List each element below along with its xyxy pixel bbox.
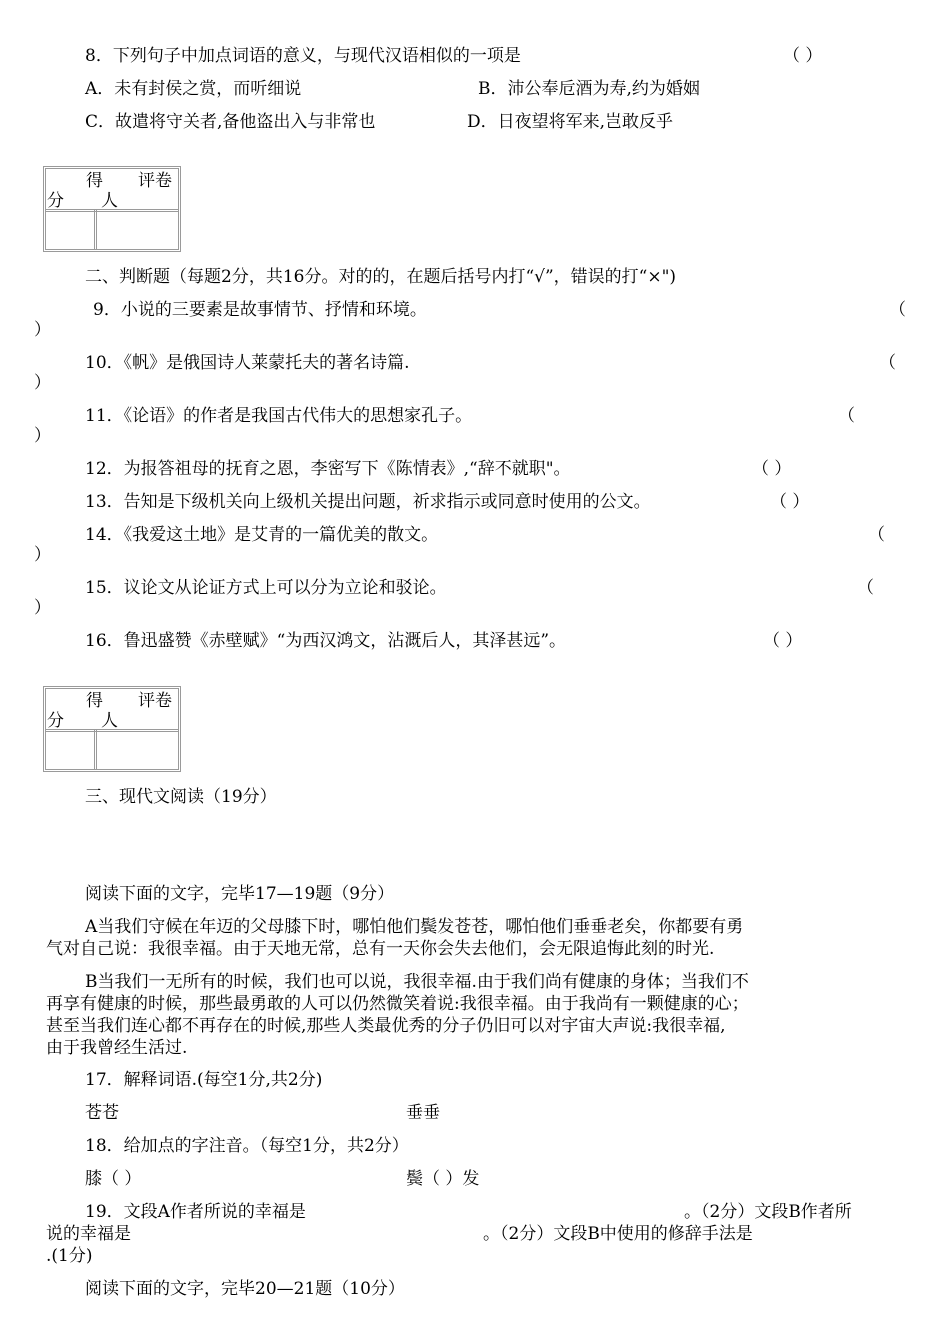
q19-line-1a: 19．文段A作者所说的幸福是 xyxy=(85,1202,306,1222)
q9-close-paren: ） xyxy=(34,320,51,340)
q8-stem: 8．下列句子中加点词语的意义，与现代汉语相似的一项是 xyxy=(85,46,521,66)
q14-text: 14．《我爱这土地》是艾青的一篇优美的散文。 xyxy=(85,525,439,545)
q18-char-1: 膝（ ） xyxy=(85,1169,142,1189)
q14-open-paren: （ xyxy=(868,525,885,545)
q11-text: 11．《论语》的作者是我国古代伟大的思想家孔子。 xyxy=(85,406,473,426)
q18-text: 18．给加点的字注音。（每空1分，共2分） xyxy=(85,1136,409,1156)
q19-line-2a: 说的幸福是 xyxy=(46,1224,131,1244)
passage-b-line: B当我们一无所有的时候，我们也可以说，我很幸福.由于我们尚有健康的身体；当我们不 xyxy=(85,972,749,992)
section3-heading: 三、现代文阅读（19分） xyxy=(85,787,277,807)
q18-char-2: 鬓（ ）发 xyxy=(406,1169,480,1189)
q12-text: 12．为报答祖母的抚育之恩，李密写下《陈情表》,“辞不就职"。 xyxy=(85,459,571,479)
q8-option-a: A．未有封侯之赏，而听细说 xyxy=(85,79,302,99)
q10-close-paren: ） xyxy=(34,373,51,393)
q16-text: 16．鲁迅盛赞《赤壁赋》“为西汉鸿文，沾溉后人，其泽甚远”。 xyxy=(85,631,567,651)
score-label-de: 得 xyxy=(86,171,103,191)
score-label-fen: 分 xyxy=(47,191,64,211)
q17-text: 17．解释词语.(每空1分,共2分) xyxy=(85,1070,323,1090)
score-label-de: 得 xyxy=(86,691,103,711)
passage-b-line: 甚至当我们连心都不再存在的时候,那些人类最优秀的分子仍旧可以对宇宙大声说:我很幸福, xyxy=(46,1016,726,1036)
q11-close-paren: ） xyxy=(34,426,51,446)
score-box xyxy=(43,166,181,252)
score-label-pingjuan: 评卷 xyxy=(138,691,172,711)
score-box-divider xyxy=(46,729,178,732)
q12-paren: （ ） xyxy=(752,459,792,479)
q13-text: 13．告知是下级机关向上级机关提出问题，祈求指示或同意时使用的公文。 xyxy=(85,492,651,512)
q8-option-d: D．日夜望将军来,岂敢反乎 xyxy=(467,112,674,132)
reading-intro-1: 阅读下面的文字，完毕17—19题（9分） xyxy=(85,884,395,904)
q15-close-paren: ） xyxy=(34,598,51,618)
q9-open-paren: （ xyxy=(889,300,906,320)
q15-text: 15．议论文从论证方式上可以分为立论和驳论。 xyxy=(85,578,447,598)
q8-option-c: C．故遣将守关者,备他盗出入与非常也 xyxy=(85,112,376,132)
score-label-ren: 人 xyxy=(101,191,118,211)
score-box-divider xyxy=(94,729,97,770)
q16-paren: （ ） xyxy=(763,631,803,651)
q11-open-paren: （ xyxy=(838,406,855,426)
passage-b-line: 由于我曾经生活过. xyxy=(46,1038,188,1058)
score-label-pingjuan: 评卷 xyxy=(138,171,172,191)
q13-paren: （ ） xyxy=(770,492,810,512)
q8-option-b: B．沛公奉卮酒为寿,约为婚姻 xyxy=(478,79,700,99)
section2-heading: 二、判断题（每题2分，共16分。对的的，在题后括号内打“√”，错误的打“×") xyxy=(85,267,677,287)
score-label-fen: 分 xyxy=(47,711,64,731)
q9-text: 9．小说的三要素是故事情节、抒情和环境。 xyxy=(93,300,427,320)
passage-a-line: A当我们守候在年迈的父母膝下时，哪怕他们鬓发苍苍，哪怕他们垂垂老矣，你都要有勇 xyxy=(85,917,744,937)
score-box-divider xyxy=(46,209,178,212)
q8-answer-paren: （ ） xyxy=(783,46,823,66)
score-box-divider xyxy=(94,209,97,250)
passage-b-line: 再享有健康的时候，那些最勇敢的人可以仍然微笑着说:我很幸福。由于我尚有一颗健康的心； xyxy=(46,994,749,1014)
q19-line-1b: 。（2分）文段B作者所 xyxy=(684,1202,852,1222)
q14-close-paren: ） xyxy=(34,545,51,565)
q15-open-paren: （ xyxy=(857,578,874,598)
q19-line-3: .(1分) xyxy=(46,1246,93,1266)
q17-word-2: 垂垂 xyxy=(406,1103,440,1123)
reading-intro-2: 阅读下面的文字，完毕20—21题（10分） xyxy=(85,1279,405,1299)
q10-text: 10．《帆》是俄国诗人莱蒙托夫的著名诗篇. xyxy=(85,353,410,373)
passage-a-line: 气对自己说：我很幸福。由于天地无常，总有一天你会失去他们，会无限追悔此刻的时光. xyxy=(46,939,715,959)
score-label-ren: 人 xyxy=(101,711,118,731)
q17-word-1: 苍苍 xyxy=(85,1103,119,1123)
q10-open-paren: （ xyxy=(879,353,896,373)
q19-line-2b: 。（2分）文段B中使用的修辞手法是 xyxy=(483,1224,753,1244)
score-box xyxy=(43,686,181,772)
